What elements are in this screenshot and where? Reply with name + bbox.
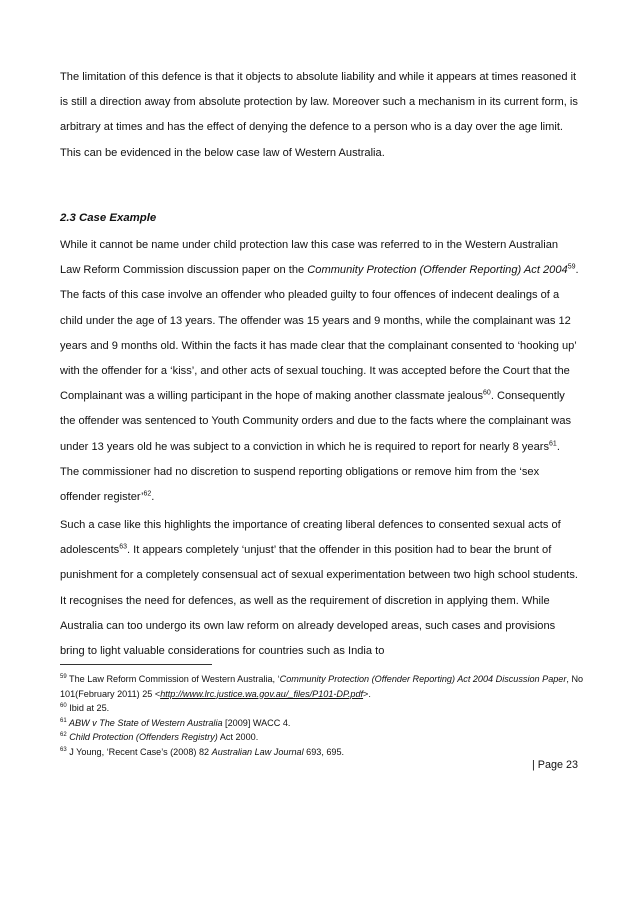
footnote-title: ABW v The State of Western Australia <box>66 717 223 728</box>
footnote-title: Child Protection (Offenders Registry) <box>66 732 218 742</box>
footnote-63 <box>60 745 585 760</box>
footnote-text: J Young, ‘Recent Case’s (2008) 82 <box>66 746 212 757</box>
footnote-title: Community Protection (Offender Reporting) Act 2004 Discussion Paper <box>279 674 567 684</box>
act-title: Community Protection (Offender Reporting) Act 2004 <box>307 264 568 277</box>
footnote-59 <box>60 672 585 701</box>
footnote-number: 63 <box>60 746 67 753</box>
paragraph-limitation <box>60 65 580 166</box>
paragraph-analysis <box>60 513 580 664</box>
footnote-text: , No 101(February 2011) 25 < <box>60 674 584 699</box>
text-run: . Consequently the offender was sentenced to Youth Community orders and due to the facts where the complainant was under 13 years old he was subject to a conviction in which he is required to report for nearly 8 years <box>60 390 572 453</box>
footnote-text: >. <box>363 688 371 699</box>
footnote-ref-61[interactable]: 61 <box>549 439 557 447</box>
page-number: | Page 23 <box>531 759 578 771</box>
text-run: . The facts of this case involve an offender who pleaded guilty to four offences of indecent dealings of a child under the age of 13 years. The offender was 15 years and 9 months, while the complainant was 12 years and 9 months old. Within the facts it has made clear that the complainant consented to ‘hooking up’ with the offender for a ‘kiss’, and other acts of sexual touching. It was accepted before the Court that the Complainant was a willing participant in the hope of making another classmate jealous <box>60 264 579 403</box>
paragraph-text: The limitation of this defence is that it objects to absolute liability and while it appears at times reasoned it is still a direction away from absolute protection by law. Moreover such a mechanism in its current form, is arbitrary at times and has the effect of denying the defence to a person who is a day over the age limit. This can be evidenced in the below case law of Western Australia. <box>60 71 578 159</box>
footnote-text: Act 2000. <box>217 732 259 742</box>
footnote-title: Australian Law Journal <box>211 746 304 757</box>
paragraph-text <box>60 233 580 510</box>
footnote-ref-60[interactable]: 60 <box>483 389 491 397</box>
text-run: . It appears completely ‘unjust’ that the offender in this position had to bear the brunt of punishment for a completely consensual act of sexual experimentation between two high school students. It recognises the need for defences, as well as the requirement of discretion in applying them. While Australia can too undergo its own law reform on already developed areas, such cases and provisions bring to light valuable considerations for countries such as India to <box>60 544 579 658</box>
footnote-61 <box>60 716 585 731</box>
footnote-ref-63[interactable]: 63 <box>119 543 128 551</box>
footnote-text: [2009] WACC 4. <box>222 717 291 728</box>
footnote-60 <box>60 701 585 716</box>
footnote-text: The Law Reform Commission of Western Australia, ‘ <box>66 674 280 684</box>
text-run: . <box>151 491 155 504</box>
footnote-text: 693, 695. <box>303 746 345 757</box>
footnote-link[interactable]: http://www.lrc.justice.wa.gov.au/_files/P101-DP.pdf <box>160 688 364 699</box>
section-heading: 2.3 Case Example <box>60 212 157 224</box>
footnote-ref-62[interactable]: 62 <box>143 490 152 498</box>
paragraph-case-example <box>60 233 580 510</box>
footnote-text: Ibid at 25. <box>66 703 110 713</box>
text-run: While it cannot be name under child protection law this case was referred to in the Western Australian Law Reform Commission discussion paper on the <box>60 239 559 277</box>
footnote-number: 62 <box>60 731 67 738</box>
footnote-number: 61 <box>60 717 67 724</box>
footnotes <box>60 672 585 759</box>
footnote-number: 59 <box>60 673 67 680</box>
text-run: . The commissioner had no discretion to suspend reporting obligations or remove him from the ‘sex offender register’ <box>60 440 560 504</box>
footnote-number: 60 <box>60 702 67 709</box>
footnote-separator <box>60 664 212 665</box>
paragraph-text <box>60 513 580 664</box>
footnote-ref-59[interactable]: 59 <box>567 263 576 271</box>
footnote-62 <box>60 730 585 745</box>
text-run: Such a case like this highlights the importance of creating liberal defences to consented sexual acts of adolescents <box>60 519 561 557</box>
